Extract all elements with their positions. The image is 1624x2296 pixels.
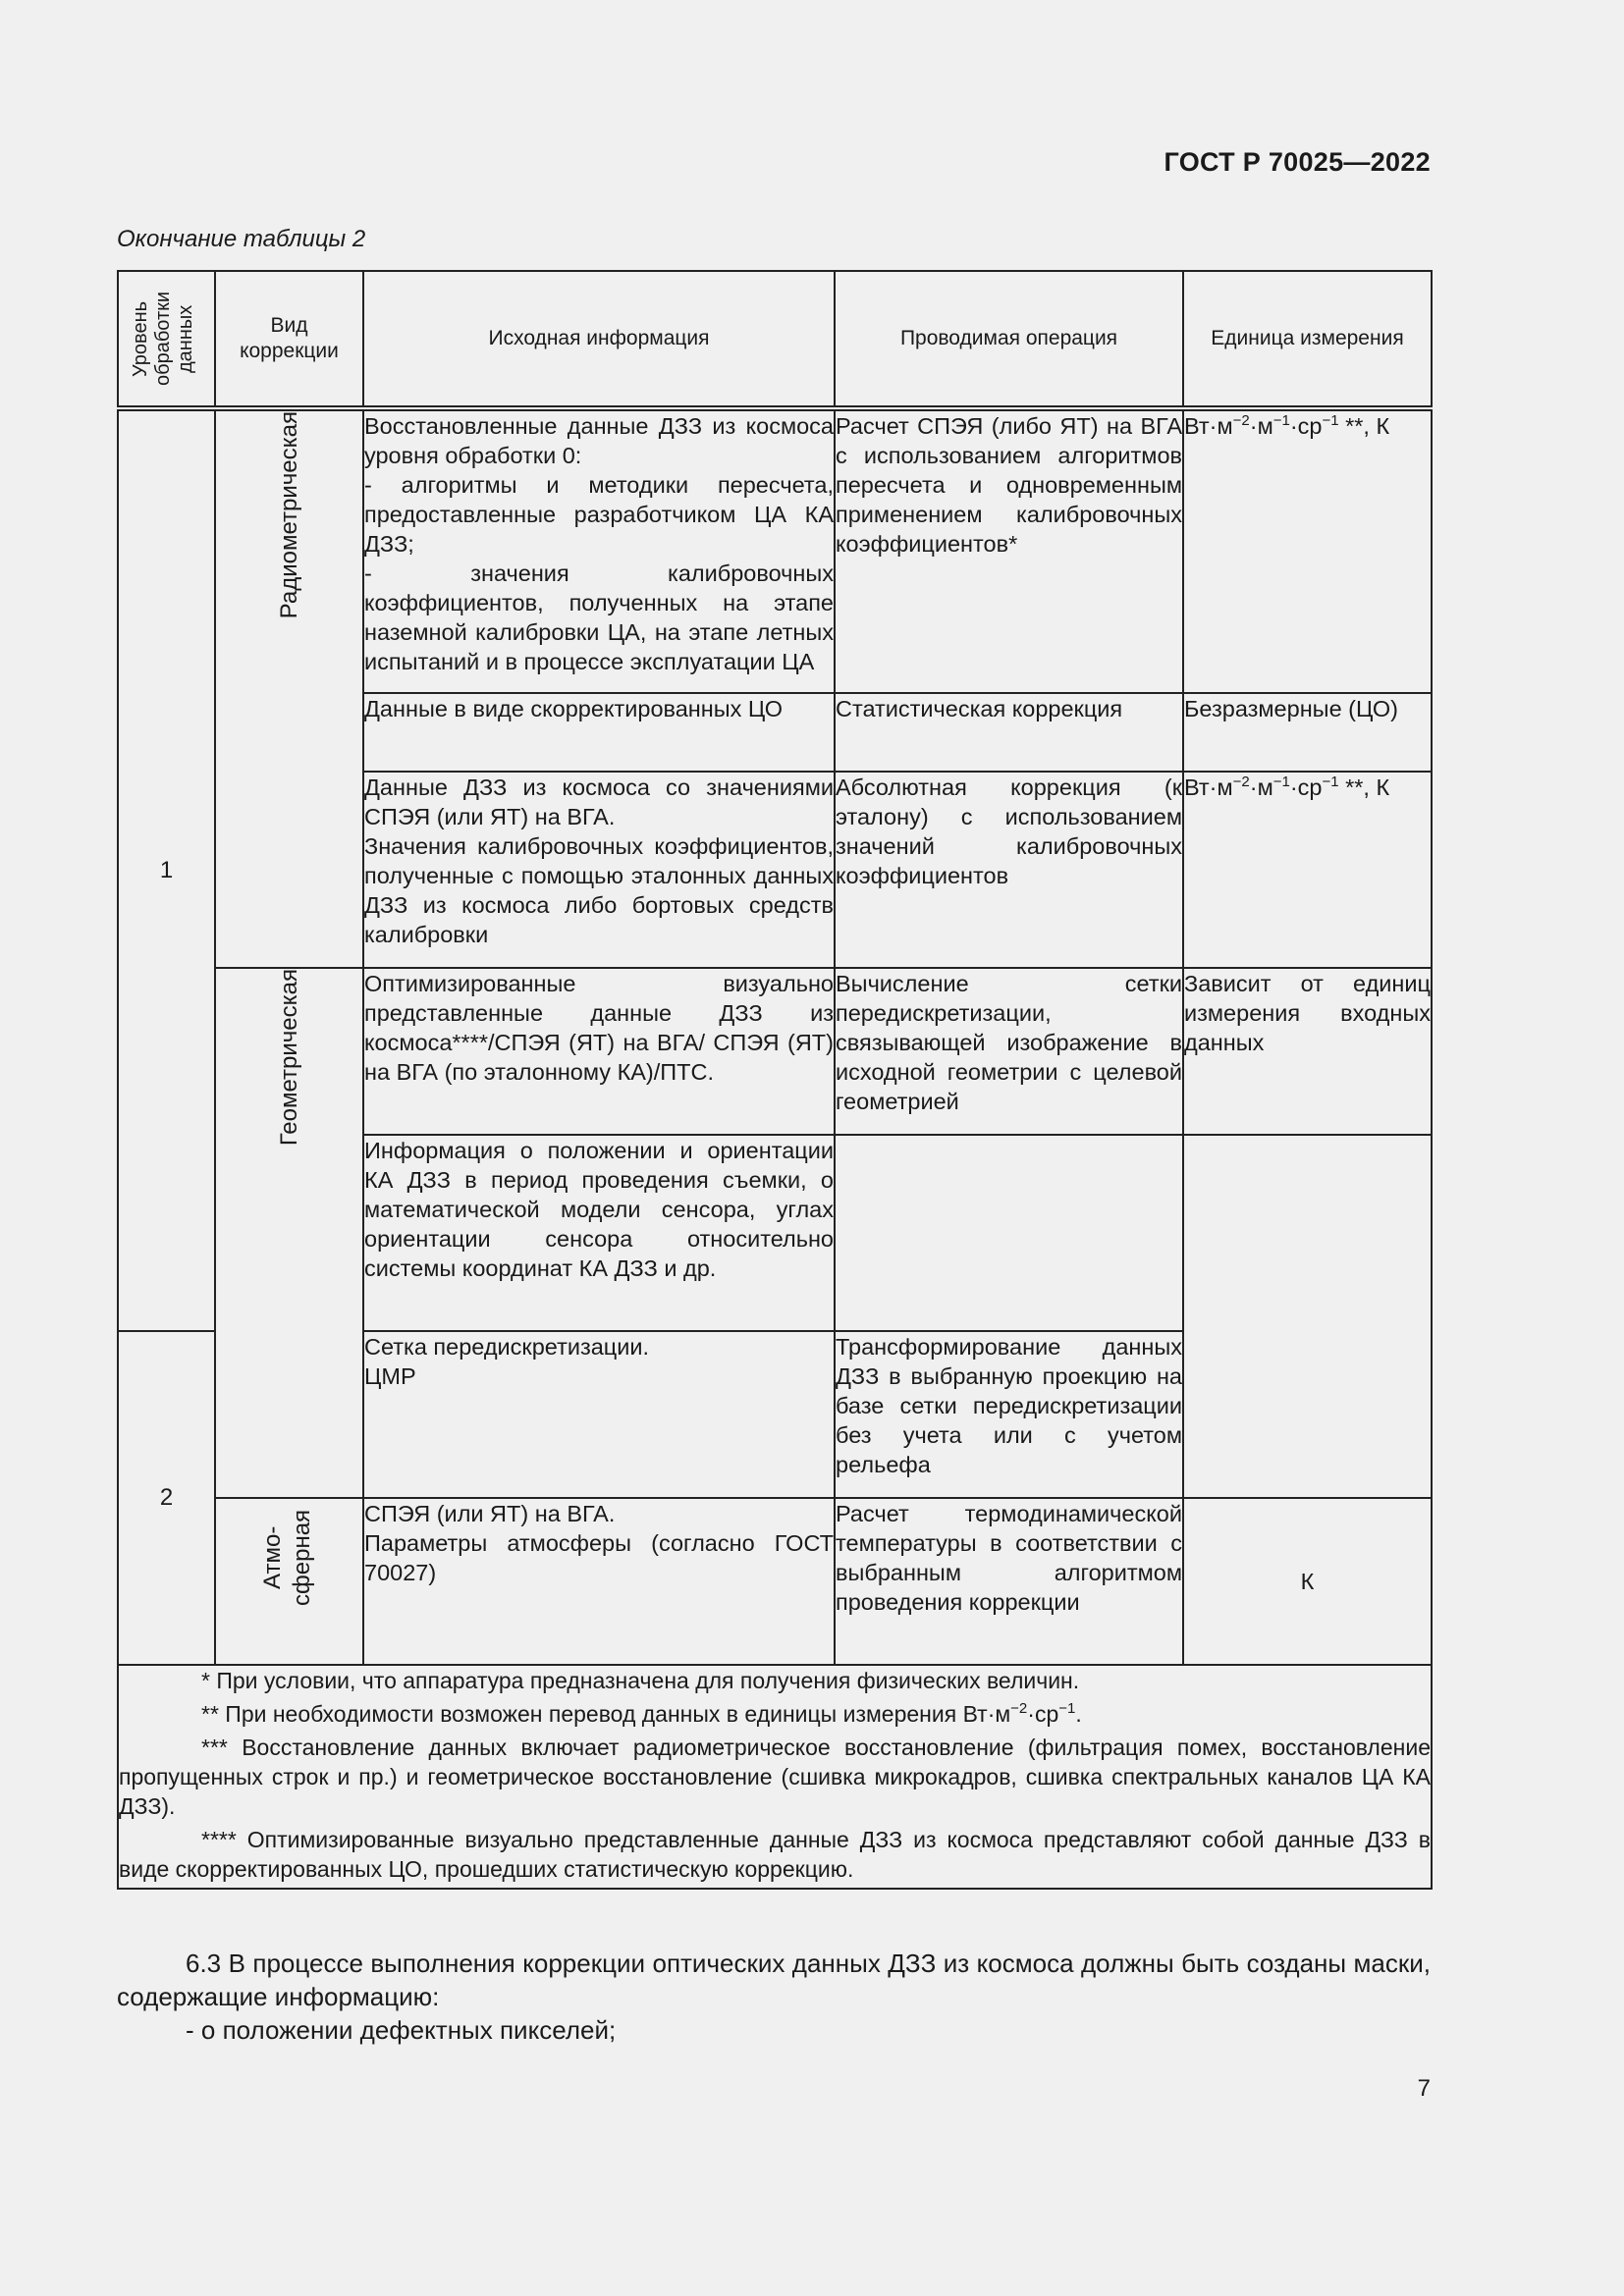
table-header-row <box>118 271 1432 408</box>
unit-cell: Зависит от единиц измерения входных данных <box>1183 968 1432 1135</box>
source-cell: Восстановленные данные ДЗЗ из космоса уровня обработки 0: - алгоритмы и методики пересчета, предоставленные разработчиком ЦА КА ДЗЗ; - значения калибровочных коэффициентов, полученных на этапе наземной калибровки ЦА, на этапе летных испытаний и в процессе эксплуатации ЦА <box>363 408 835 693</box>
table-caption: Окончание таблицы 2 <box>117 226 366 252</box>
table-row <box>118 968 1432 1135</box>
note-4: **** Оптимизированные визуально представленные данные ДЗЗ из космоса представляют собой данные ДЗЗ в виде скорректированных ЦО, прошедших статистическую коррекцию. <box>119 1827 1431 1882</box>
source-cell: СПЭЯ (или ЯТ) на ВГА. Параметры атмосферы (согласно ГОСТ 70027) <box>363 1498 835 1665</box>
unit-cell-empty <box>1183 1135 1432 1498</box>
header-kind: Вид коррекции <box>215 271 363 408</box>
note-1: * При условии, что аппаратура предназначена для получения физических величин. <box>201 1668 1080 1693</box>
note-2: ** При необходимости возможен перевод данных в единицы измерения $Вт\cdot м^{-2}\cdot ср^{-1}$. <box>201 1700 1082 1727</box>
operation-cell: Статистическая коррекция <box>835 693 1183 772</box>
kind-radiometric-label: Радиометрическая <box>275 411 302 619</box>
paragraph-6-3: 6.3 В процессе выполнения коррекции оптических данных ДЗЗ из космоса должны быть созданы маски, содержащие информацию: <box>117 1949 1431 2011</box>
level-2-cell: 2 <box>118 1331 215 1665</box>
note-3: *** Восстановление данных включает радиометрическое восстановление (фильтрация помех, восстановление пропущенных строк и пр.) и геометрическое восстановление (сшивка микрокадров, сшивка спектральных каналов ЦА КА ДЗЗ). <box>119 1735 1431 1819</box>
operation-cell: Расчет СПЭЯ (либо ЯТ) на ВГА с использованием алгоритмов пересчета и одновременным применением калибровочных коэффициентов* <box>835 408 1183 693</box>
kind-geometric-label: Геометрическая <box>275 969 302 1147</box>
unit-cell: Безразмерные (ЦО) <box>1183 693 1432 772</box>
source-cell: Оптимизированные визуально представленные данные ДЗЗ из космоса****/СПЭЯ (ЯТ) на ВГА/ СПЭЯ (ЯТ) на ВГА (по эталонному КА)/ПТС. <box>363 968 835 1135</box>
operation-cell <box>835 1135 1183 1331</box>
operation-cell: Трансформирование данных ДЗЗ в выбранную проекцию на базе сетки передискретизации без учета или с учетом рельефа <box>835 1331 1183 1498</box>
unit-cell: К <box>1183 1498 1432 1665</box>
source-cell: Данные ДЗЗ из космоса со значениями СПЭЯ (или ЯТ) на ВГА. Значения калибровочных коэффициентов, полученные с помощью эталонных данных ДЗЗ из космоса либо бортовых средств калибровки <box>363 772 835 968</box>
source-cell: Информация о положении и ориентации КА ДЗЗ в период проведения съемки, о математической модели сенсора, углах ориентации сенсора относительно системы координат КА ДЗЗ и др. <box>363 1135 835 1331</box>
kind-atmospheric-cell <box>215 1498 363 1665</box>
kind-atmospheric-label: Атмо-сферная <box>258 1509 315 1607</box>
header-operation: Проводимая операция <box>835 271 1183 408</box>
notes-row <box>118 1665 1432 1889</box>
table-row <box>118 1498 1432 1665</box>
page-number: 7 <box>1417 2075 1431 2102</box>
operation-cell: Абсолютная коррекция (к эталону) с использованием значений калибровочных коэффициентов <box>835 772 1183 968</box>
operation-cell: Вычисление сетки передискретизации, связывающей изображение в исходной геометрии с целевой геометрией <box>835 968 1183 1135</box>
kind-geometric-cell <box>215 968 363 1498</box>
kind-radiometric-cell <box>215 408 363 968</box>
header-unit: Единица измерения <box>1183 271 1432 408</box>
operation-cell: Расчет термодинамической температуры в соответствии с выбранным алгоритмом проведения коррекции <box>835 1498 1183 1665</box>
source-cell: Сетка передискретизации. ЦМР <box>363 1331 835 1498</box>
unit-cell: $Вт\cdot м^{-2}\cdot м^{-1}\cdot ср^{-1}$ **, К <box>1183 772 1432 968</box>
document-code: ГОСТ Р 70025—2022 <box>1164 147 1431 177</box>
table-notes <box>118 1665 1432 1889</box>
correction-table <box>117 270 1433 1890</box>
header-level: Уровень обработки данных <box>118 271 215 408</box>
level-1-cell: 1 <box>118 408 215 1331</box>
list-item: - о положении дефектных пикселей; <box>186 2015 617 2045</box>
unit-cell: $Вт\cdot м^{-2}\cdot м^{-1}\cdot ср^{-1}$ **, К <box>1183 408 1432 693</box>
header-source: Исходная информация <box>363 271 835 408</box>
source-cell: Данные в виде скорректированных ЦО <box>363 693 835 772</box>
table-row <box>118 408 1432 693</box>
